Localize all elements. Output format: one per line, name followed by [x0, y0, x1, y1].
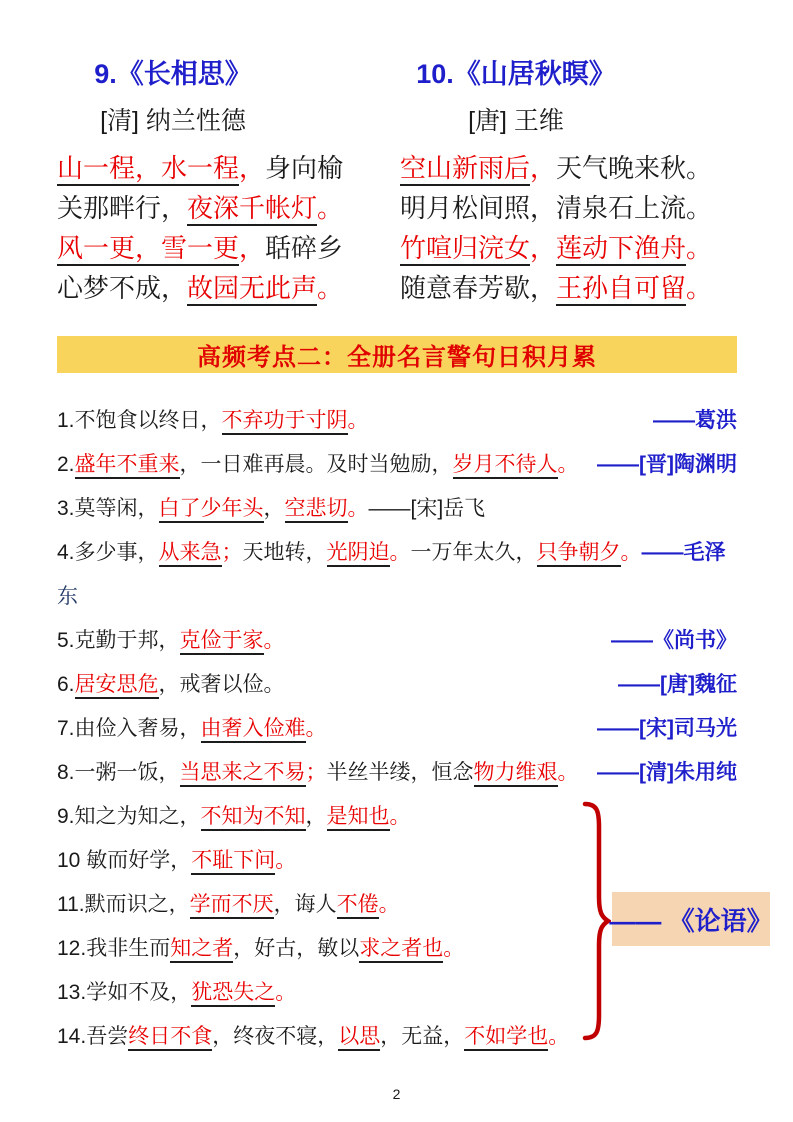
text-segment: 。	[620, 541, 642, 564]
text-segment: 白了少年头	[159, 497, 264, 523]
text-segment: 。	[686, 273, 713, 303]
poem-line	[57, 268, 362, 308]
quote-item	[57, 397, 737, 441]
text-segment: ；	[221, 541, 243, 564]
text-segment: 岁月不待人	[453, 453, 558, 479]
quote-attribution	[611, 624, 737, 654]
text-segment: 天地转，	[242, 541, 327, 564]
text-segment: 。	[305, 717, 327, 740]
page-number: 2	[392, 1086, 401, 1102]
quote-attribution	[597, 448, 737, 478]
text-segment: 不倦	[337, 893, 379, 919]
text-segment: 求之者也	[359, 937, 443, 963]
text-segment: 当思来之不易	[180, 761, 306, 787]
poem-body	[400, 148, 737, 308]
text-segment: 知之者	[170, 937, 233, 963]
text-segment: 。	[378, 893, 400, 916]
text-segment: 9.知之为知之，	[57, 805, 201, 828]
text-segment: 关那畔行，	[57, 193, 188, 223]
text-segment: 。	[275, 981, 297, 1004]
text-segment: ，诲人	[273, 893, 337, 916]
text-segment: ，	[239, 233, 266, 263]
poem-title: 9.《长相思》	[94, 59, 252, 89]
quote-item	[57, 573, 737, 617]
quote-text	[57, 756, 579, 786]
right-curly-brace-icon	[575, 801, 611, 1041]
text-segment: 学而不厌	[190, 893, 274, 919]
quote-text	[57, 448, 579, 478]
text-segment: 物力维艰	[474, 761, 558, 787]
text-segment: 终日不食	[128, 1025, 212, 1051]
text-segment: ——《尚书》	[611, 629, 737, 652]
quote-item	[57, 529, 737, 573]
text-segment: 一万年太久，	[410, 541, 537, 564]
poem-title: 10.《山居秋暝》	[416, 59, 616, 89]
text-segment: ——葛洪	[653, 409, 737, 432]
quote-text	[57, 580, 78, 610]
text-segment: 竹喧归浣女	[400, 233, 530, 266]
text-segment: 10 敏而好学，	[57, 849, 192, 872]
text-segment: 。	[686, 233, 713, 263]
quote-text	[57, 624, 285, 654]
poem-line	[57, 228, 362, 268]
text-segment: 犹恐失之	[191, 981, 275, 1007]
text-segment: 盛年不重来	[75, 453, 180, 479]
text-segment: 不如学也	[464, 1025, 548, 1051]
section-banner	[57, 336, 737, 373]
text-segment: 。	[443, 937, 465, 960]
text-segment: 心梦不成，	[57, 273, 188, 303]
text-segment: 由奢入俭难	[201, 717, 306, 743]
text-segment: ——[宋]司马光	[597, 717, 737, 740]
poem-changxiangsi	[57, 58, 362, 308]
text-segment: ，	[530, 153, 557, 183]
quote-item	[57, 1013, 737, 1057]
text-segment: 随意春芳歇，	[400, 273, 557, 303]
text-segment: 不知为不知	[201, 805, 306, 831]
quote-text	[57, 932, 464, 962]
quote-text	[57, 492, 485, 522]
quote-text	[57, 976, 296, 1006]
text-segment: ，戒奢以俭。	[158, 673, 285, 696]
text-segment: ，	[530, 233, 557, 263]
quote-text	[57, 1020, 569, 1050]
text-segment: 风一更，雪一更	[57, 233, 239, 266]
text-segment: 1.不饱食以终日，	[57, 409, 222, 432]
text-segment: ，	[263, 497, 285, 520]
text-segment: 空山新雨后	[400, 153, 530, 186]
quote-text	[57, 800, 411, 830]
text-segment: 天气晚来秋。	[556, 153, 713, 183]
text-segment: ——[晋]陶渊明	[597, 453, 737, 476]
poem-line	[57, 148, 362, 188]
quote-text	[57, 844, 296, 874]
quote-list	[57, 397, 737, 1057]
text-segment: 3.莫等闲，	[57, 497, 159, 520]
poem-header	[57, 58, 289, 137]
text-segment: 半丝半缕，恒念	[326, 761, 474, 784]
text-segment: 13.学如不及，	[57, 981, 192, 1004]
text-segment: ；	[305, 761, 327, 784]
quote-text	[57, 712, 327, 742]
poem-author: [唐] 王维	[468, 107, 564, 135]
text-segment: 6.	[57, 673, 75, 696]
text-segment: 聒碎乡	[265, 233, 344, 263]
text-segment: 不弃功于寸阴	[222, 409, 348, 435]
quote-attribution	[597, 756, 737, 786]
text-segment: 不耻下问	[191, 849, 275, 875]
poem-author: [清] 纳兰性德	[100, 107, 246, 135]
quote-text	[57, 668, 285, 698]
text-segment: 。	[389, 541, 411, 564]
text-segment: ，	[239, 153, 266, 183]
quote-attribution	[653, 404, 737, 434]
text-segment: 东	[57, 585, 78, 608]
text-segment: ，	[305, 805, 327, 828]
text-segment: 身向榆	[265, 153, 344, 183]
poem-line	[400, 188, 737, 228]
quote-item	[57, 441, 737, 485]
text-segment: 4.多少事，	[57, 541, 159, 564]
poem-shanjuqiuming	[400, 58, 737, 308]
text-segment: 7.由俭入奢易，	[57, 717, 201, 740]
quote-item	[57, 837, 737, 881]
poem-line	[57, 188, 362, 228]
poems-section	[57, 58, 737, 308]
quote-item	[57, 617, 737, 661]
text-segment: 以思	[338, 1025, 380, 1051]
quote-item	[57, 705, 737, 749]
text-segment: ——[唐]魏征	[618, 673, 737, 696]
text-segment: 8.一粥一饭，	[57, 761, 180, 784]
text-segment: 。	[317, 273, 344, 303]
text-segment: 故园无此声	[187, 273, 317, 306]
quote-item	[57, 969, 737, 1013]
quote-text	[57, 888, 400, 918]
text-segment: 克俭于家	[180, 629, 264, 655]
text-segment: ，无益，	[380, 1025, 465, 1048]
text-segment: 莲动下渔舟	[556, 233, 686, 266]
text-segment: 12.我非生而	[57, 937, 171, 960]
text-segment: ——[宋]岳飞	[368, 497, 486, 520]
text-segment: 夜深千帐灯	[187, 193, 317, 226]
text-segment: ——毛泽	[641, 541, 726, 564]
poem-line	[400, 268, 737, 308]
poem-line	[400, 148, 737, 188]
text-segment: 从来急	[159, 541, 222, 567]
text-segment: 居安思危	[75, 673, 159, 699]
text-segment: 14.吾尝	[57, 1025, 129, 1048]
text-segment: 。	[347, 497, 369, 520]
text-segment: ，一日难再晨。及时当勉励，	[179, 453, 453, 476]
text-segment: 光阴迫	[327, 541, 390, 567]
text-segment: 。	[263, 629, 285, 652]
quote-item	[57, 749, 737, 793]
quote-attribution	[597, 712, 737, 742]
lunyu-attribution-text: —— 《论语》	[609, 905, 773, 936]
text-segment: 。	[317, 193, 344, 223]
poem-line	[400, 228, 737, 268]
text-segment: 。	[557, 761, 579, 784]
quote-item	[57, 661, 737, 705]
section-banner-title: 高频考点二：全册名言警句日积月累	[197, 344, 597, 371]
poem-header	[400, 58, 632, 137]
quote-item	[57, 793, 737, 837]
text-segment: 2.	[57, 453, 75, 476]
quote-text	[57, 536, 726, 566]
quote-attribution	[618, 668, 737, 698]
text-segment: 。	[557, 453, 579, 476]
text-segment: 。	[275, 849, 297, 872]
text-segment: ——[清]朱用纯	[597, 761, 737, 784]
text-segment: ，好古，敏以	[233, 937, 360, 960]
text-segment: 是知也	[327, 805, 390, 831]
text-segment: 5.克勤于邦，	[57, 629, 180, 652]
text-segment: 。	[347, 409, 369, 432]
quote-text	[57, 404, 369, 434]
text-segment: 11.默而识之，	[57, 893, 190, 916]
text-segment: 王孙自可留	[556, 273, 686, 306]
text-segment: 明月松间照，清泉石上流。	[400, 193, 713, 223]
text-segment: 只争朝夕	[537, 541, 621, 567]
text-segment: ，终夜不寝，	[212, 1025, 339, 1048]
poem-body	[57, 148, 362, 308]
quote-item	[57, 485, 737, 529]
text-segment: 。	[548, 1025, 570, 1048]
text-segment: 空悲切	[285, 497, 348, 523]
text-segment: 。	[389, 805, 411, 828]
text-segment: 山一程，水一程	[57, 153, 239, 186]
lunyu-attribution-label	[609, 892, 773, 946]
